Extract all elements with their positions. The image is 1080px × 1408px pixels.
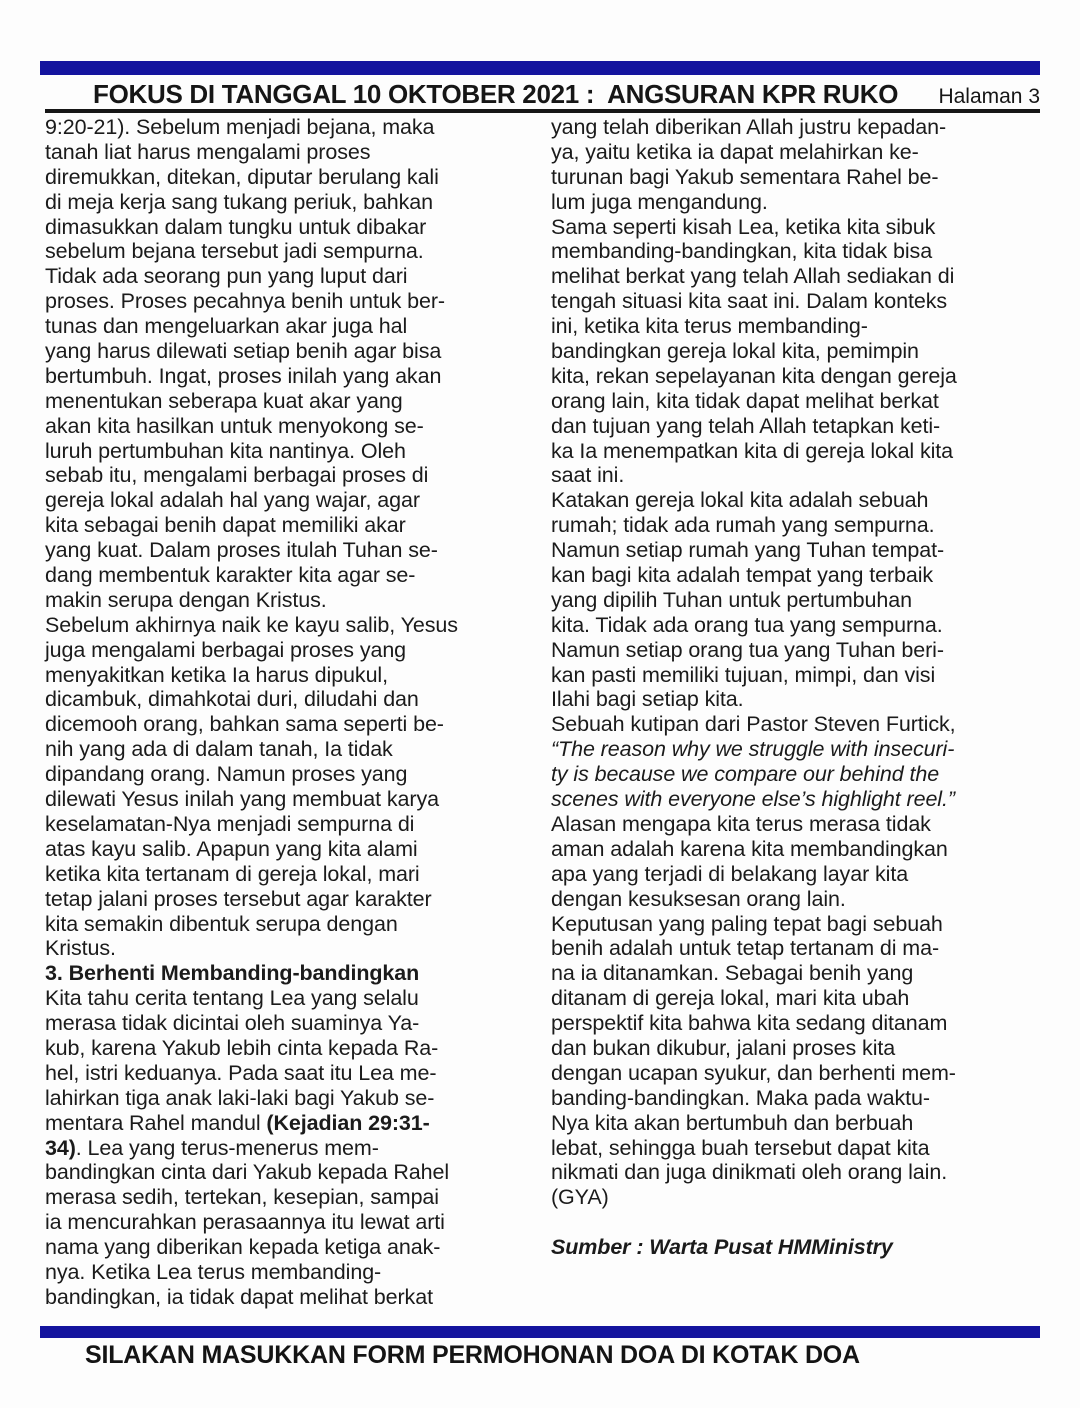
text-line: orang lain, kita tidak dapat melihat berkat <box>551 388 939 413</box>
text-line: sebelum bejana tersebut jadi sempurna. <box>45 239 424 264</box>
text-line: Keputusan yang paling tepat bagi sebuah <box>551 911 943 936</box>
text-line: 3. Berhenti Membanding-bandingkan <box>45 961 420 986</box>
text-line: bandingkan gereja lokal kita, pemimpin <box>551 339 919 364</box>
text-line: dengan kesuksesan orang lain. <box>551 886 846 911</box>
text-line: melihat berkat yang telah Allah sediakan di <box>551 264 955 289</box>
text-line: nya. Ketika Lea terus membanding- <box>45 1259 382 1284</box>
text-line: proses. Proses pecahnya benih untuk ber- <box>45 289 445 314</box>
text-line: merasa tidak dicintai oleh suaminya Ya- <box>45 1011 420 1036</box>
text-line: Ilahi bagi setiap kita. <box>551 687 744 712</box>
text-line: dilewati Yesus inilah yang membuat karya <box>45 787 439 812</box>
text-line: apa yang terjadi di belakang layar kita <box>551 861 909 886</box>
text-line: merasa sedih, tertekan, kesepian, sampai <box>45 1185 439 1210</box>
text-line: ketika kita tertanam di gereja lokal, mari <box>45 861 420 886</box>
text-line: dang membentuk karakter kita agar se- <box>45 563 416 588</box>
text-line: Tidak ada seorang pun yang luput dari <box>45 264 408 289</box>
text-line: saat ini. <box>551 463 625 488</box>
text-line: kan bagi kita adalah tempat yang terbaik <box>551 563 934 588</box>
bottom-accent-bar <box>40 1326 1040 1338</box>
text-line: sebab itu, mengalami berbagai proses di <box>45 463 429 488</box>
text-line: 9:20-21). Sebelum menjadi bejana, maka <box>45 115 435 139</box>
text-line: dan bukan dikubur, jalani proses kita <box>551 1035 896 1060</box>
text-line: Sebuah kutipan dari Pastor Steven Furtick, <box>551 712 956 737</box>
text-line: akan kita hasilkan untuk menyokong se- <box>45 413 424 438</box>
text-line: yang kuat. Dalam proses itulah Tuhan se- <box>45 538 438 563</box>
text-line: ditanam di gereja lokal, mari kita ubah <box>551 986 910 1011</box>
text-line: dicemooh orang, bahkan sama seperti be- <box>45 712 444 737</box>
text-line: nama yang diberikan kepada ketiga anak- <box>45 1235 441 1260</box>
page-header <box>45 79 1040 110</box>
text-line: aman adalah karena kita membandingkan <box>551 836 948 861</box>
text-line: dimasukkan dalam tungku untuk dibakar <box>45 214 427 239</box>
text-line: menentukan seberapa kuat akar yang <box>45 388 403 413</box>
article-body <box>45 115 1040 1310</box>
page-number: Halaman 3 <box>938 85 1040 108</box>
text-line: ty is because we compare our behind the <box>551 762 940 787</box>
text-line: kita, rekan sepelayanan kita dengan gereja <box>551 363 957 388</box>
text-line: tunas dan mengeluarkan akar juga hal <box>45 314 408 339</box>
text-line: yang dipilih Tuhan untuk pertumbuhan <box>551 587 912 612</box>
text-line: Sebelum akhirnya naik ke kayu salib, Yesus <box>45 612 458 637</box>
text-line: lebat, sehingga buah tersebut dapat kita <box>551 1135 930 1160</box>
text-line: ya, yaitu ketika ia dapat melahirkan ke- <box>551 139 919 164</box>
text-line: luruh pertumbuhan kita nantinya. Oleh <box>45 438 406 463</box>
text-line: Namun setiap orang tua yang Tuhan beri- <box>551 637 944 662</box>
text-line: scenes with everyone else’s highlight reel.” <box>551 787 955 812</box>
page-title: FOKUS DI TANGGAL 10 OKTOBER 2021 : ANGSURAN KPR RUKO <box>93 79 899 109</box>
header-divider <box>45 109 1040 113</box>
text-line: Kita tahu cerita tentang Lea yang selalu <box>45 986 419 1011</box>
text-line: Katakan gereja lokal kita adalah sebuah <box>551 488 929 513</box>
text-line: ini, ketika kita terus membanding- <box>551 314 868 339</box>
text-line: turunan bagi Yakub sementara Rahel be- <box>551 164 939 189</box>
text-line: na ia ditanamkan. Sebagai benih yang <box>551 961 914 986</box>
text-line: gereja lokal adalah hal yang wajar, agar <box>45 488 420 513</box>
text-line: Sumber : Warta Pusat HMMinistry <box>551 1235 893 1260</box>
text-line: di meja kerja sang tukang periuk, bahkan <box>45 189 434 214</box>
text-line: dengan ucapan syukur, dan berhenti mem- <box>551 1060 956 1085</box>
text-line: membanding-bandingkan, kita tidak bisa <box>551 239 933 264</box>
text-line: menyakitkan ketika Ia harus dipukul, <box>45 662 388 687</box>
text-line: rumah; tidak ada rumah yang sempurna. <box>551 513 935 538</box>
text-line: ia mencurahkan perasaannya itu lewat arti <box>45 1210 445 1235</box>
left-column <box>45 115 534 1310</box>
footer-notice: SILAKAN MASUKKAN FORM PERMOHONAN DOA DI KOTAK DOA <box>85 1341 860 1369</box>
text-line: makin serupa dengan Kristus. <box>45 587 327 612</box>
text-line: Namun setiap rumah yang Tuhan tempat- <box>551 538 945 563</box>
text-line: yang telah diberikan Allah justru kepadan- <box>551 115 947 139</box>
text-line: nikmati dan juga dinikmati oleh orang lain. <box>551 1160 948 1185</box>
text-line: nih yang ada di dalam tanah, Ia tidak <box>45 737 393 762</box>
text-line: bandingkan, ia tidak dapat melihat berkat <box>45 1284 433 1309</box>
text-line: keselamatan-Nya menjadi sempurna di <box>45 811 415 836</box>
text-line: mentara Rahel mandul (Kejadian 29:31- <box>45 1110 430 1135</box>
text-line: bandingkan cinta dari Yakub kepada Rahel <box>45 1160 450 1185</box>
blank-line <box>551 1210 1040 1235</box>
text-line: kita sebagai benih dapat memiliki akar <box>45 513 406 538</box>
text-line: kub, karena Yakub lebih cinta kepada Ra- <box>45 1035 439 1060</box>
text-line: bertumbuh. Ingat, proses inilah yang akan <box>45 363 442 388</box>
text-line: tengah situasi kita saat ini. Dalam konteks <box>551 289 948 314</box>
text-line: 34). Lea yang terus-menerus mem- <box>45 1135 379 1160</box>
top-accent-bar <box>40 61 1040 75</box>
text-line: yang harus dilewati setiap benih agar bisa <box>45 339 442 364</box>
text-line: hel, istri keduanya. Pada saat itu Lea me- <box>45 1060 437 1085</box>
text-line: lahirkan tiga anak laki-laki bagi Yakub se- <box>45 1085 435 1110</box>
text-line: tanah liat harus mengalami proses <box>45 139 371 164</box>
text-line: Sama seperti kisah Lea, ketika kita sibuk <box>551 214 936 239</box>
text-line: “The reason why we struggle with insecuri- <box>551 737 955 762</box>
text-line: atas kayu salib. Apapun yang kita alami <box>45 836 418 861</box>
text-line: ka Ia menempatkan kita di gereja lokal kita <box>551 438 954 463</box>
text-line: (GYA) <box>551 1185 609 1210</box>
text-line: Kristus. <box>45 936 116 961</box>
text-line: banding-bandingkan. Maka pada waktu- <box>551 1085 930 1110</box>
text-line: juga mengalami berbagai proses yang <box>45 637 407 662</box>
text-line: kita semakin dibentuk serupa dengan <box>45 911 398 936</box>
text-line: perspektif kita bahwa kita sedang ditanam <box>551 1011 948 1036</box>
text-line: kan pasti memiliki tujuan, mimpi, dan visi <box>551 662 936 687</box>
text-line: Nya kita akan bertumbuh dan berbuah <box>551 1110 914 1135</box>
text-line: dipandang orang. Namun proses yang <box>45 762 408 787</box>
text-line: dan tujuan yang telah Allah tetapkan keti- <box>551 413 941 438</box>
text-line: dicambuk, dimahkotai duri, diludahi dan <box>45 687 419 712</box>
text-line: Alasan mengapa kita terus merasa tidak <box>551 811 931 836</box>
text-line: benih adalah untuk tetap tertanam di ma- <box>551 936 940 961</box>
text-line: lum juga mengandung. <box>551 189 768 214</box>
text-line: diremukkan, ditekan, diputar berulang kali <box>45 164 439 189</box>
text-line: kita. Tidak ada orang tua yang sempurna. <box>551 612 943 637</box>
right-column <box>551 115 1040 1310</box>
text-line: tetap jalani proses tersebut agar karakter <box>45 886 432 911</box>
